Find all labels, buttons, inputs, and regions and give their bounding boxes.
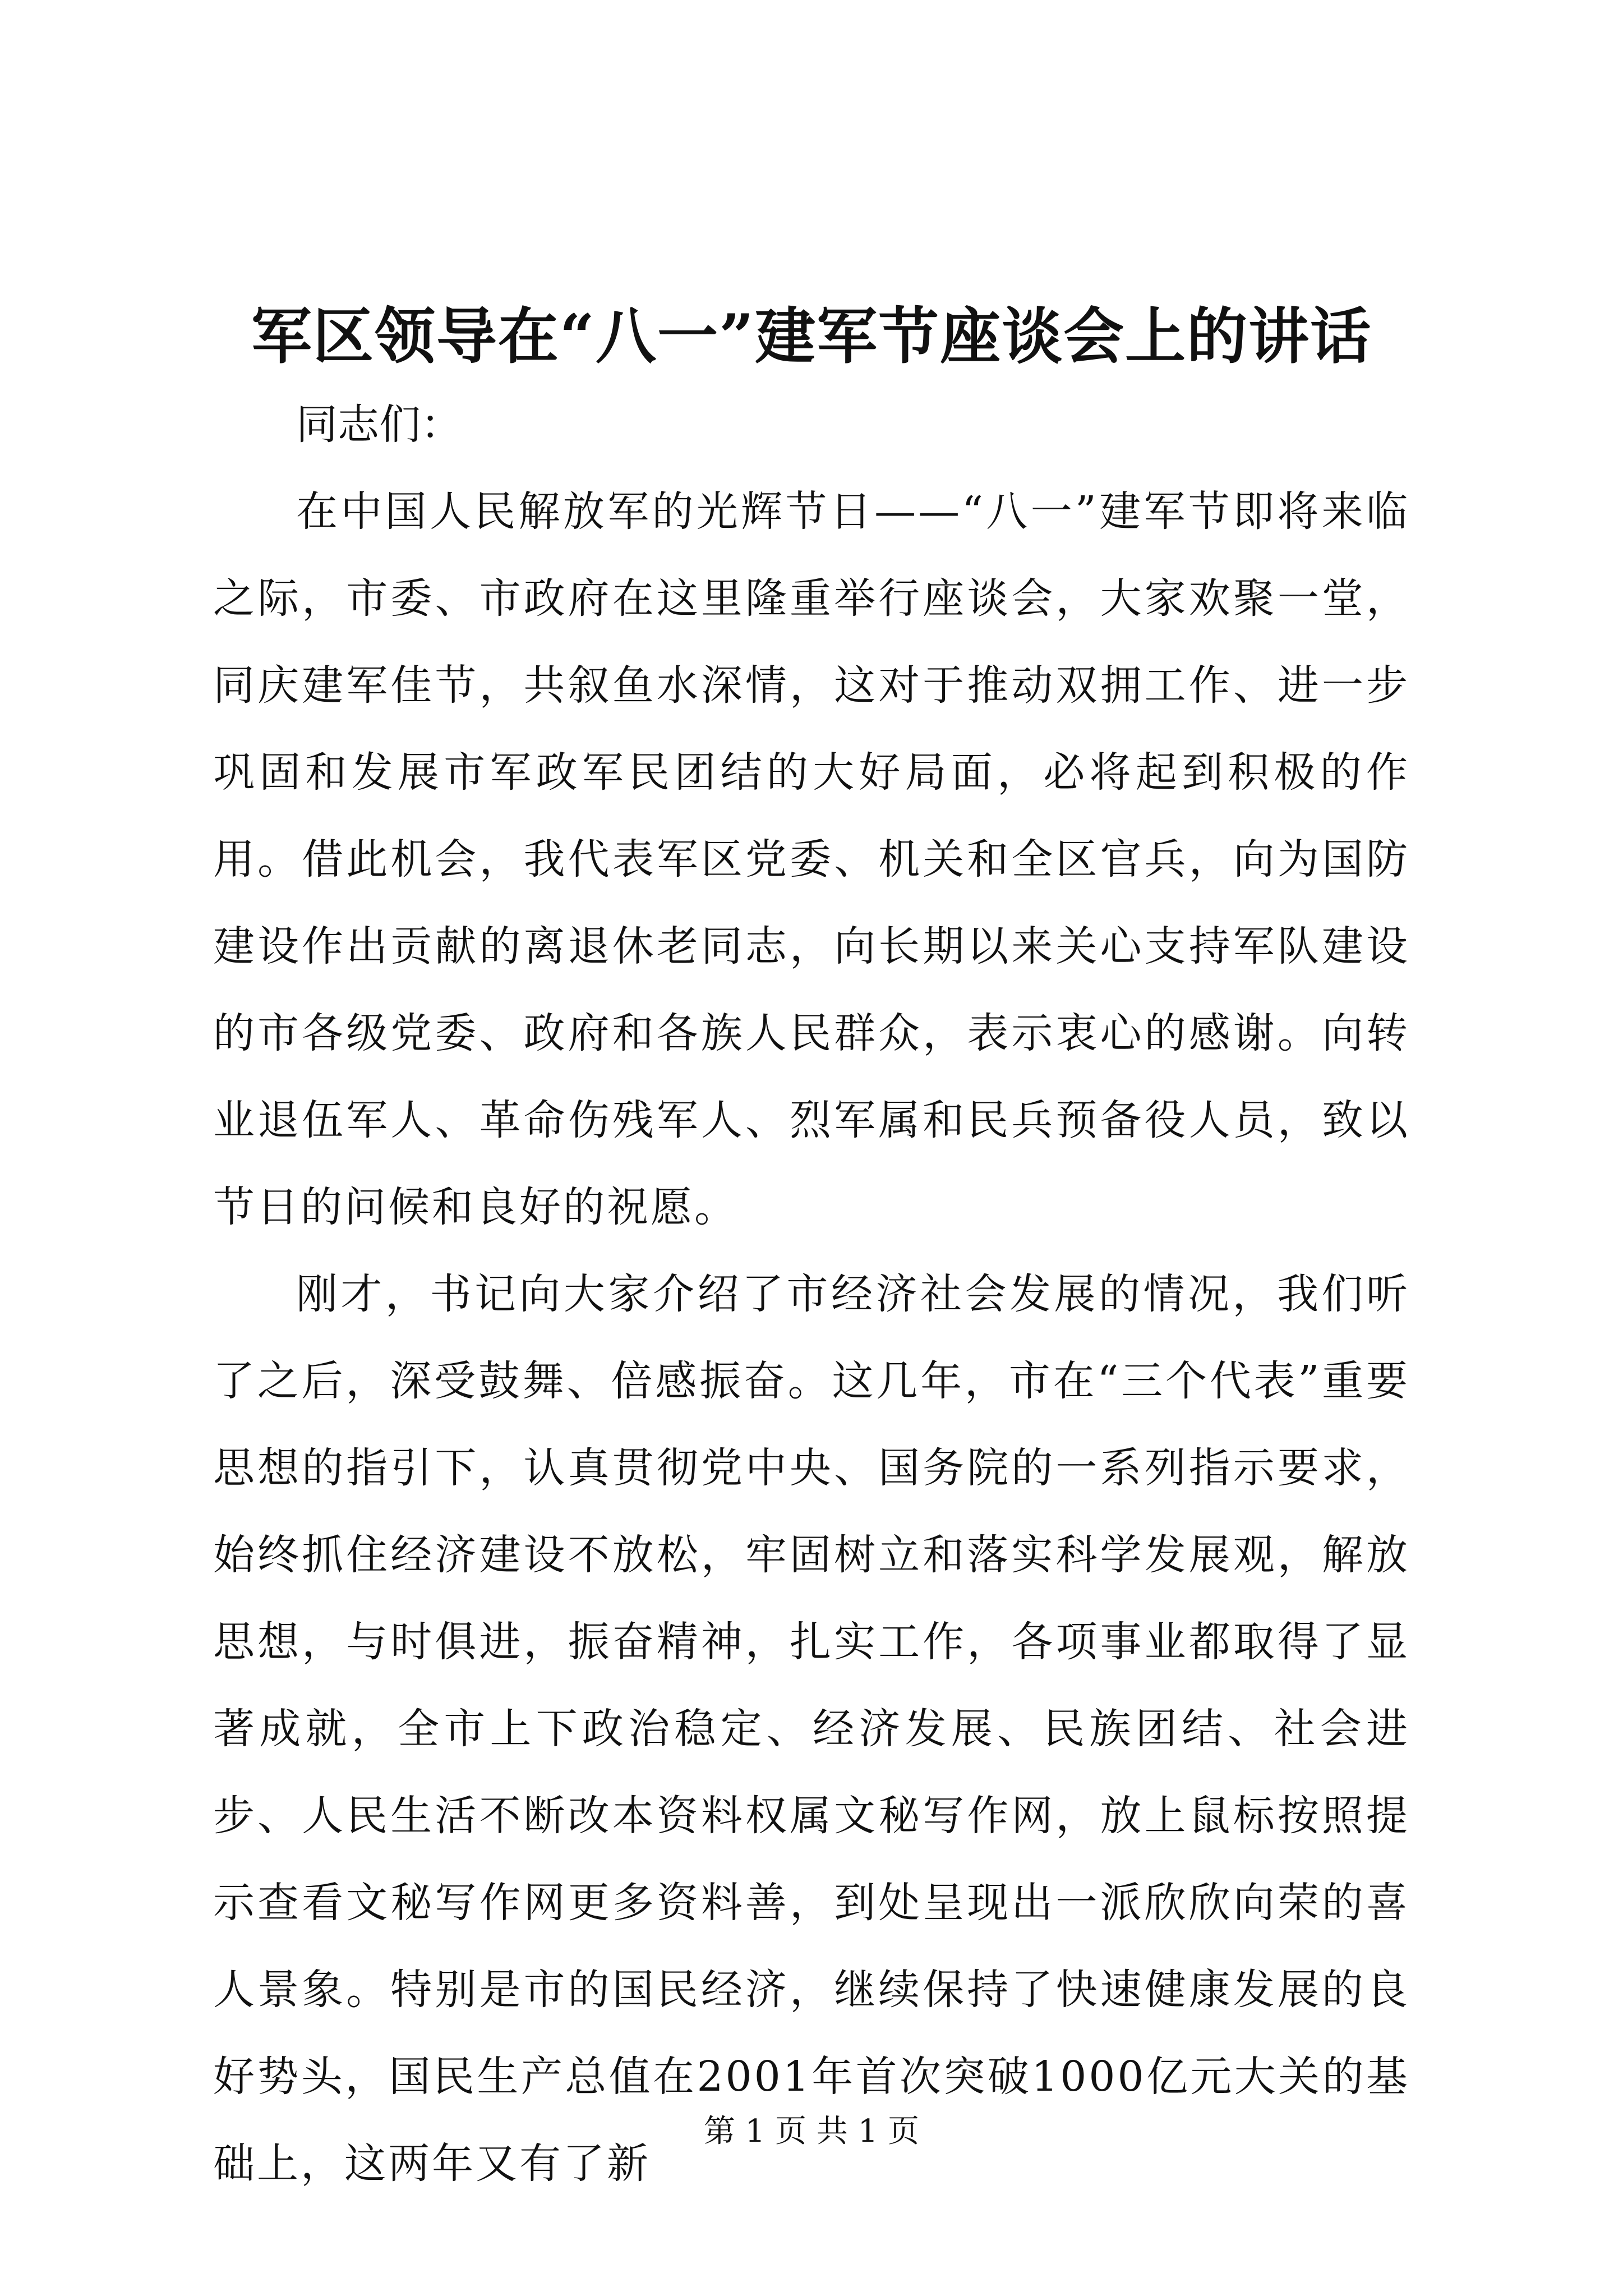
document-body <box>213 381 1410 2207</box>
document-title: 军区领导在“八一”建军节座谈会上的讲话 <box>251 301 1372 372</box>
paragraph-1: 在中国人民解放军的光辉节日——“八一”建军节即将来临之际，市委、市政府在这里隆重举行座谈会，大家欢聚一堂，同庆建军佳节，共叙鱼水深情，这对于推动双拥工作、进一步巩固和发展市军政军民团结的大好局面，必将起到积极的作用。借此机会，我代表军区党委、机关和全区官兵，向为国防建设作出贡献的离退休老同志，向长期以来关心支持军队建设的市各级党委、政府和各族人民群众，表示衷心的感谢。向转业退伍军人、革命伤残军人、烈军属和民兵预备役人员，致以节日的问候和良好的祝愿。 <box>213 487 1410 1231</box>
greeting: 同志们： <box>296 401 462 449</box>
page-footer: 第 1 页 共 1 页 <box>703 2113 920 2150</box>
paragraph-2: 刚才，书记向大家介绍了市经济社会发展的情况，我们听了之后，深受鼓舞、倍感振奋。这几年，市在“三个代表”重要思想的指引下，认真贯彻党中央、国务院的一系列指示要求，始终抓住经济建设不放松，牢固树立和落实科学发展观，解放思想，与时俱进，振奋精神，扎实工作，各项事业都取得了显著成就，全市上下政治稳定、经济发展、民族团结、社会进步、人民生活不断改本资料权属文秘写作网，放上鼠标按照提示查看文秘写作网更多资料善，到处呈现出一派欣欣向荣的喜人景象。特别是市的国民经济，继续保持了快速健康发展的良好势头，国民生产总值在2001年首次突破1000亿元大关的基础上，这两年又有了新 <box>213 1270 1410 2188</box>
